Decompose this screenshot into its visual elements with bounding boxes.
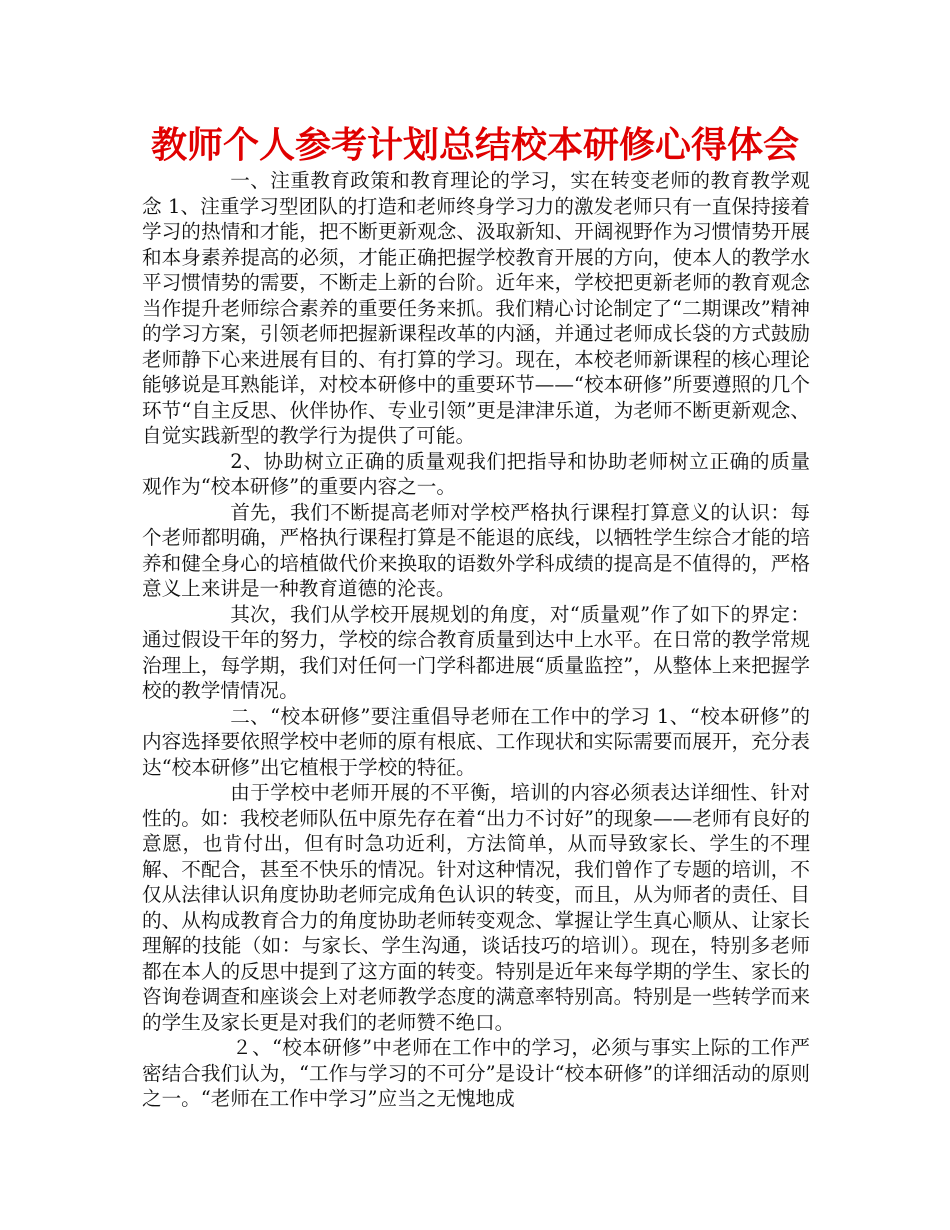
paragraph: 首先，我们不断提高老师对学校严格执行课程打算意义的认识：每个老师都明确，严格执行课程打算是不能退的底线，以牺牲学生综合才能的培养和健全身心的培植做代价来换取的语数外学科成绩的提高是不值得的，严格意义上来讲是一种教育道德的沦丧。 bbox=[142, 500, 810, 600]
document-title: 教师个人参考计划总结校本研修心得体会 bbox=[150, 125, 799, 166]
paragraph: 其次，我们从学校开展规划的角度，对“质量观”作了如下的界定：通过假设干年的努力，学校的综合教育质量到达中上水平。在日常的教学常规治理上，每学期，我们对任何一门学科都进展“质量监控”，从整体上来把握学校的教学情情况。 bbox=[142, 602, 810, 702]
paragraph: ２、“校本研修”中老师在工作中的学习，必须与事实上际的工作严密结合我们认为，“工作与学习的不可分”是设计“校本研修”的详细活动的原则之一。“老师在工作中学习”应当之无愧地成 bbox=[142, 1036, 810, 1110]
document-body bbox=[142, 168, 810, 1112]
paragraph: 由于学校中老师开展的不平衡，培训的内容必须表达详细性、针对性的。如：我校老师队伍中原先存在着“出力不讨好”的现象——老师有良好的意愿，也肯付出，但有时急功近利，方法简单，从而导致家长、学生的不理解、不配合，甚至不快乐的情况。针对这种情况，我们曾作了专题的培训，不仅从法律认识角度协助老师完成角色认识的转变，而且，从为师者的责任、目的、从构成教育合力的角度协助老师转变观念、掌握让学生真心顺从、让家长理解的技能（如：与家长、学生沟通，谈话技巧的培训）。现在，特别多老师都在本人的反思中提到了这方面的转变。特别是近年来每学期的学生、家长的咨询卷调查和座谈会上对老师教学态度的满意率特别高。特别是一些转学而来的学生及家长更是对我们的老师赞不绝口。 bbox=[142, 781, 810, 1034]
paragraph: 二、“校本研修”要注重倡导老师在工作中的学习 1、“校本研修”的内容选择要依照学校中老师的原有根底、工作现状和实际需要而展开，充分表达“校本研修”出它植根于学校的特征。 bbox=[142, 704, 810, 779]
paragraph: 一、注重教育政策和教育理论的学习，实在转变老师的教育教学观念 1、注重学习型团队的打造和老师终身学习力的激发老师只有一直保持接着学习的热情和才能，把不断更新观念、汲取新知、开阔视野作为习惯情势开展和本身素养提高的必须，才能正确把握学校教育开展的方向，使本人的教学水平习惯情势的需要，不断走上新的台阶。近年来，学校把更新老师的教育观念当作提升老师综合素养的重要任务来抓。我们精心讨论制定了“二期课改”精神的学习方案，引领老师把握新课程改革的内涵，并通过老师成长袋的方式鼓励老师静下心来进展有目的、有打算的学习。现在，本校老师新课程的核心理论能够说是耳熟能详，对校本研修中的重要环节——“校本研修”所要遵照的几个环节“自主反思、伙伴协作、专业引领”更是津津乐道，为老师不断更新观念、自觉实践新型的教学行为提供了可能。 bbox=[142, 169, 810, 447]
paragraph: 2、协助树立正确的质量观我们把指导和协助老师树立正确的质量观作为“校本研修”的重要内容之一。 bbox=[142, 449, 810, 498]
